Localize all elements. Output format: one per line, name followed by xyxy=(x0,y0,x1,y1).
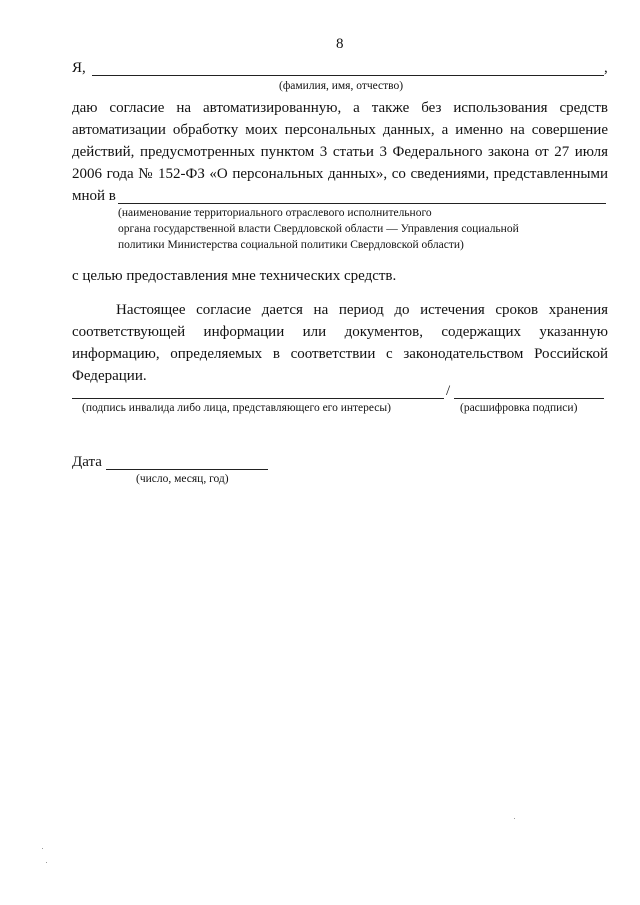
decoding-caption: (расшифровка подписи) xyxy=(460,402,578,414)
authority-prefix: мной в xyxy=(72,188,116,204)
authority-line xyxy=(118,203,606,204)
applicant-prefix: Я, xyxy=(72,60,86,76)
applicant-caption: (фамилия, имя, отчество) xyxy=(279,80,404,92)
period-line-1: Настоящее согласие дается на период до истечения сроков хранения xyxy=(116,302,608,318)
signature-caption: (подпись инвалида либо лица, представляющего его интересы) xyxy=(82,402,391,414)
decoding-line xyxy=(454,398,604,399)
scan-speck xyxy=(42,848,43,849)
date-line xyxy=(106,469,268,470)
consent-line-3: действий, предусмотренных пунктом 3 статьи 3 Федерального закона от 27 июля xyxy=(72,144,608,160)
applicant-suffix: , xyxy=(604,60,608,76)
authority-caption-3: политики Министерства социальной политики Свердловской области) xyxy=(118,239,464,251)
period-line-2: соответствующей информации или документов, содержащих указанную xyxy=(72,324,608,340)
period-line-3: информацию, определяемых в соответствии с законодательством Российской xyxy=(72,346,608,362)
authority-caption-2: органа государственной власти Свердловской области — Управления социальной xyxy=(118,223,519,235)
applicant-name-line xyxy=(92,75,604,76)
consent-line-1: даю согласие на автоматизированную, а также без использования средств xyxy=(72,100,608,116)
scan-speck xyxy=(46,862,47,863)
signature-separator: / xyxy=(446,383,451,399)
authority-caption-1: (наименование территориального отраслевого исполнительного xyxy=(118,207,432,219)
period-line-4: Федерации. xyxy=(72,368,147,384)
scan-speck xyxy=(514,818,515,819)
consent-line-4: 2006 года № 152-ФЗ «О персональных данных», со сведениями, представленными xyxy=(72,166,608,182)
page-number: 8 xyxy=(336,36,344,52)
date-caption: (число, месяц, год) xyxy=(136,473,229,485)
date-label: Дата xyxy=(72,454,102,470)
purpose-text: с целью предоставления мне технических средств. xyxy=(72,268,397,284)
consent-line-2: автоматизации обработку моих персональных данных, а именно на совершение xyxy=(72,122,608,138)
signature-line xyxy=(72,398,444,399)
